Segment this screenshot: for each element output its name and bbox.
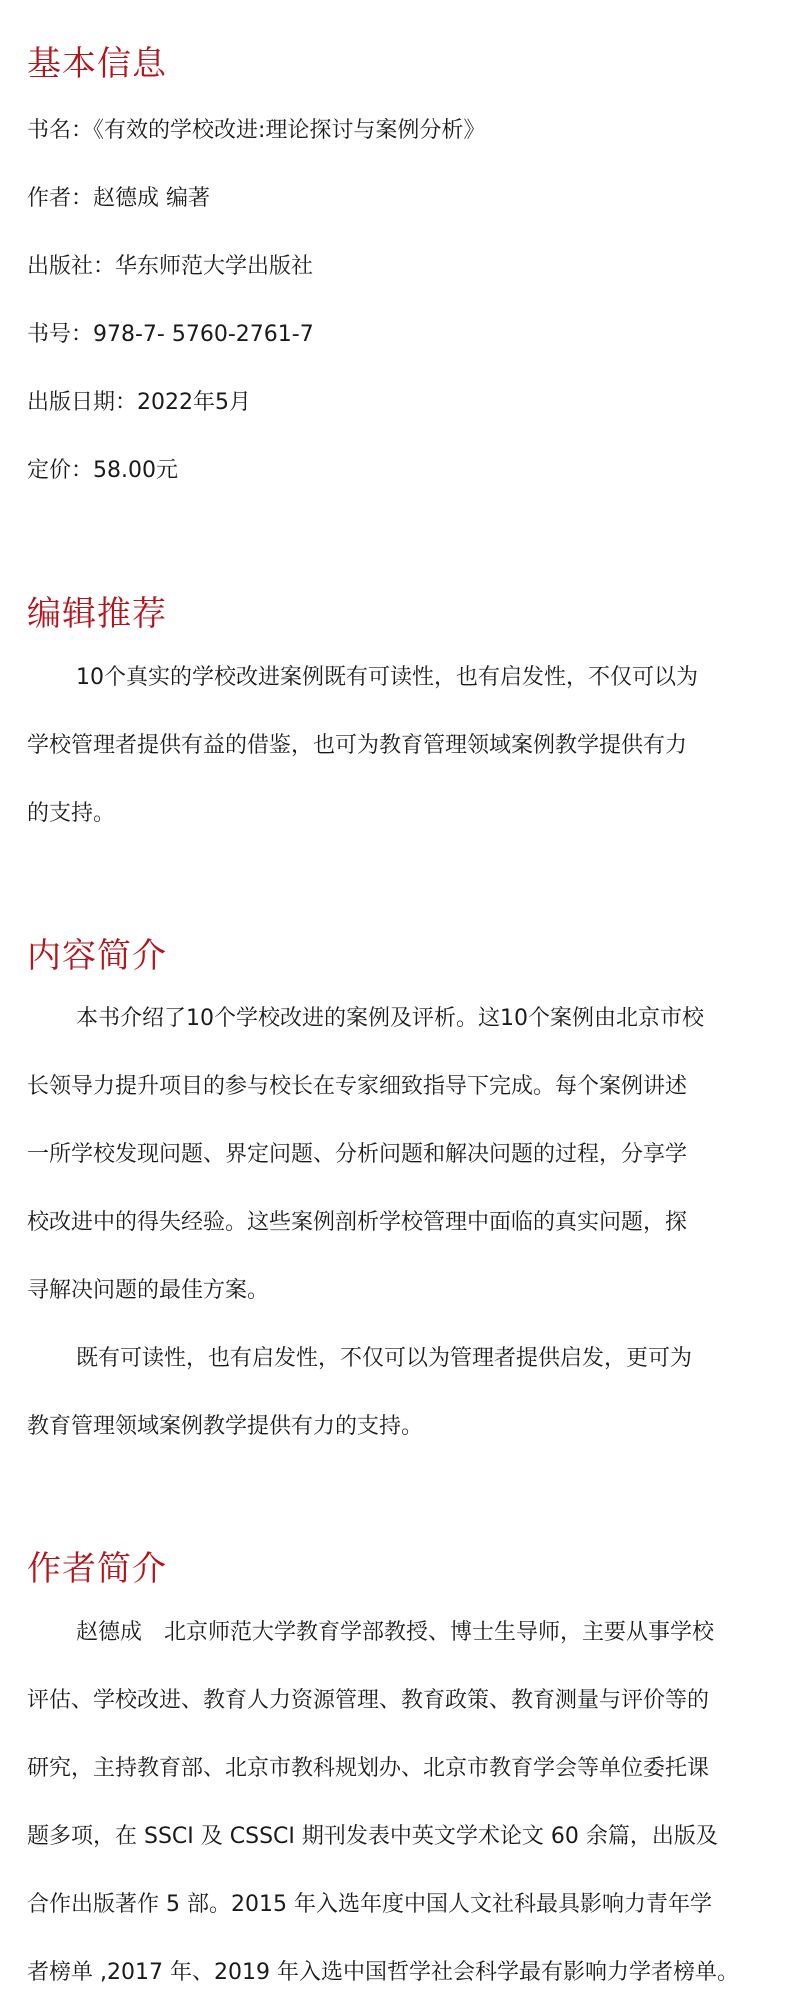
author-bio-line: 赵德成 北京师范大学教育学部教授、博士生导师，主要从事学校 bbox=[76, 1620, 715, 1645]
heading-basic-info: 基本信息 bbox=[27, 44, 167, 84]
publish-date-line: 出版日期：2022年5月 bbox=[27, 390, 251, 415]
summary-text-line: 本书介绍了10个学校改进的案例及评析。这10个案例由北京市校 bbox=[76, 1006, 704, 1031]
editor-text-line: 的支持。 bbox=[27, 801, 116, 826]
author-bio-line: 合作出版著作 5 部。2015 年入选年度中国人文社科最具影响力青年学 bbox=[27, 1892, 712, 1917]
summary-text-line: 一所学校发现问题、界定问题、分析问题和解决问题的过程，分享学 bbox=[27, 1142, 688, 1167]
summary-text-line: 寻解决问题的最佳方案。 bbox=[27, 1278, 270, 1303]
heading-content-summary: 内容简介 bbox=[27, 936, 167, 976]
book-title-line: 书名：《有效的学校改进:理论探讨与案例分析》 bbox=[27, 118, 486, 143]
summary-text-line: 教育管理领域案例教学提供有力的支持。 bbox=[27, 1414, 424, 1439]
heading-editor-recommendation: 编辑推荐 bbox=[27, 594, 167, 634]
author-line: 作者：赵德成 编著 bbox=[27, 186, 210, 211]
author-bio-line: 研究，主持教育部、北京市教科规划办、北京市教育学会等单位委托课 bbox=[27, 1756, 710, 1781]
publisher-line: 出版社：华东师范大学出版社 bbox=[27, 254, 314, 279]
price-line: 定价：58.00元 bbox=[27, 458, 178, 483]
summary-text-line: 长领导力提升项目的参与校长在专家细致指导下完成。每个案例讲述 bbox=[27, 1074, 688, 1099]
author-bio-line: 题多项，在 SSCI 及 CSSCI 期刊发表中英文学术论文 60 余篇，出版及 bbox=[27, 1824, 718, 1849]
author-bio-line: 者榜单 ,2017 年、2019 年入选中国哲学社会科学最有影响力学者榜单。 bbox=[27, 1960, 739, 1985]
isbn-line: 书号：978-7- 5760-2761-7 bbox=[27, 322, 314, 347]
editor-text-line: 10个真实的学校改进案例既有可读性，也有启发性，不仅可以为 bbox=[76, 665, 698, 690]
heading-author-bio: 作者简介 bbox=[27, 1549, 167, 1589]
summary-text-line: 校改进中的得失经验。这些案例剖析学校管理中面临的真实问题，探 bbox=[27, 1210, 688, 1235]
editor-text-line: 学校管理者提供有益的借鉴，也可为教育管理领域案例教学提供有力 bbox=[27, 733, 688, 758]
summary-text-line: 既有可读性，也有启发性，不仅可以为管理者提供启发，更可为 bbox=[76, 1346, 693, 1371]
author-bio-line: 评估、学校改进、教育人力资源管理、教育政策、教育测量与评价等的 bbox=[27, 1688, 710, 1713]
